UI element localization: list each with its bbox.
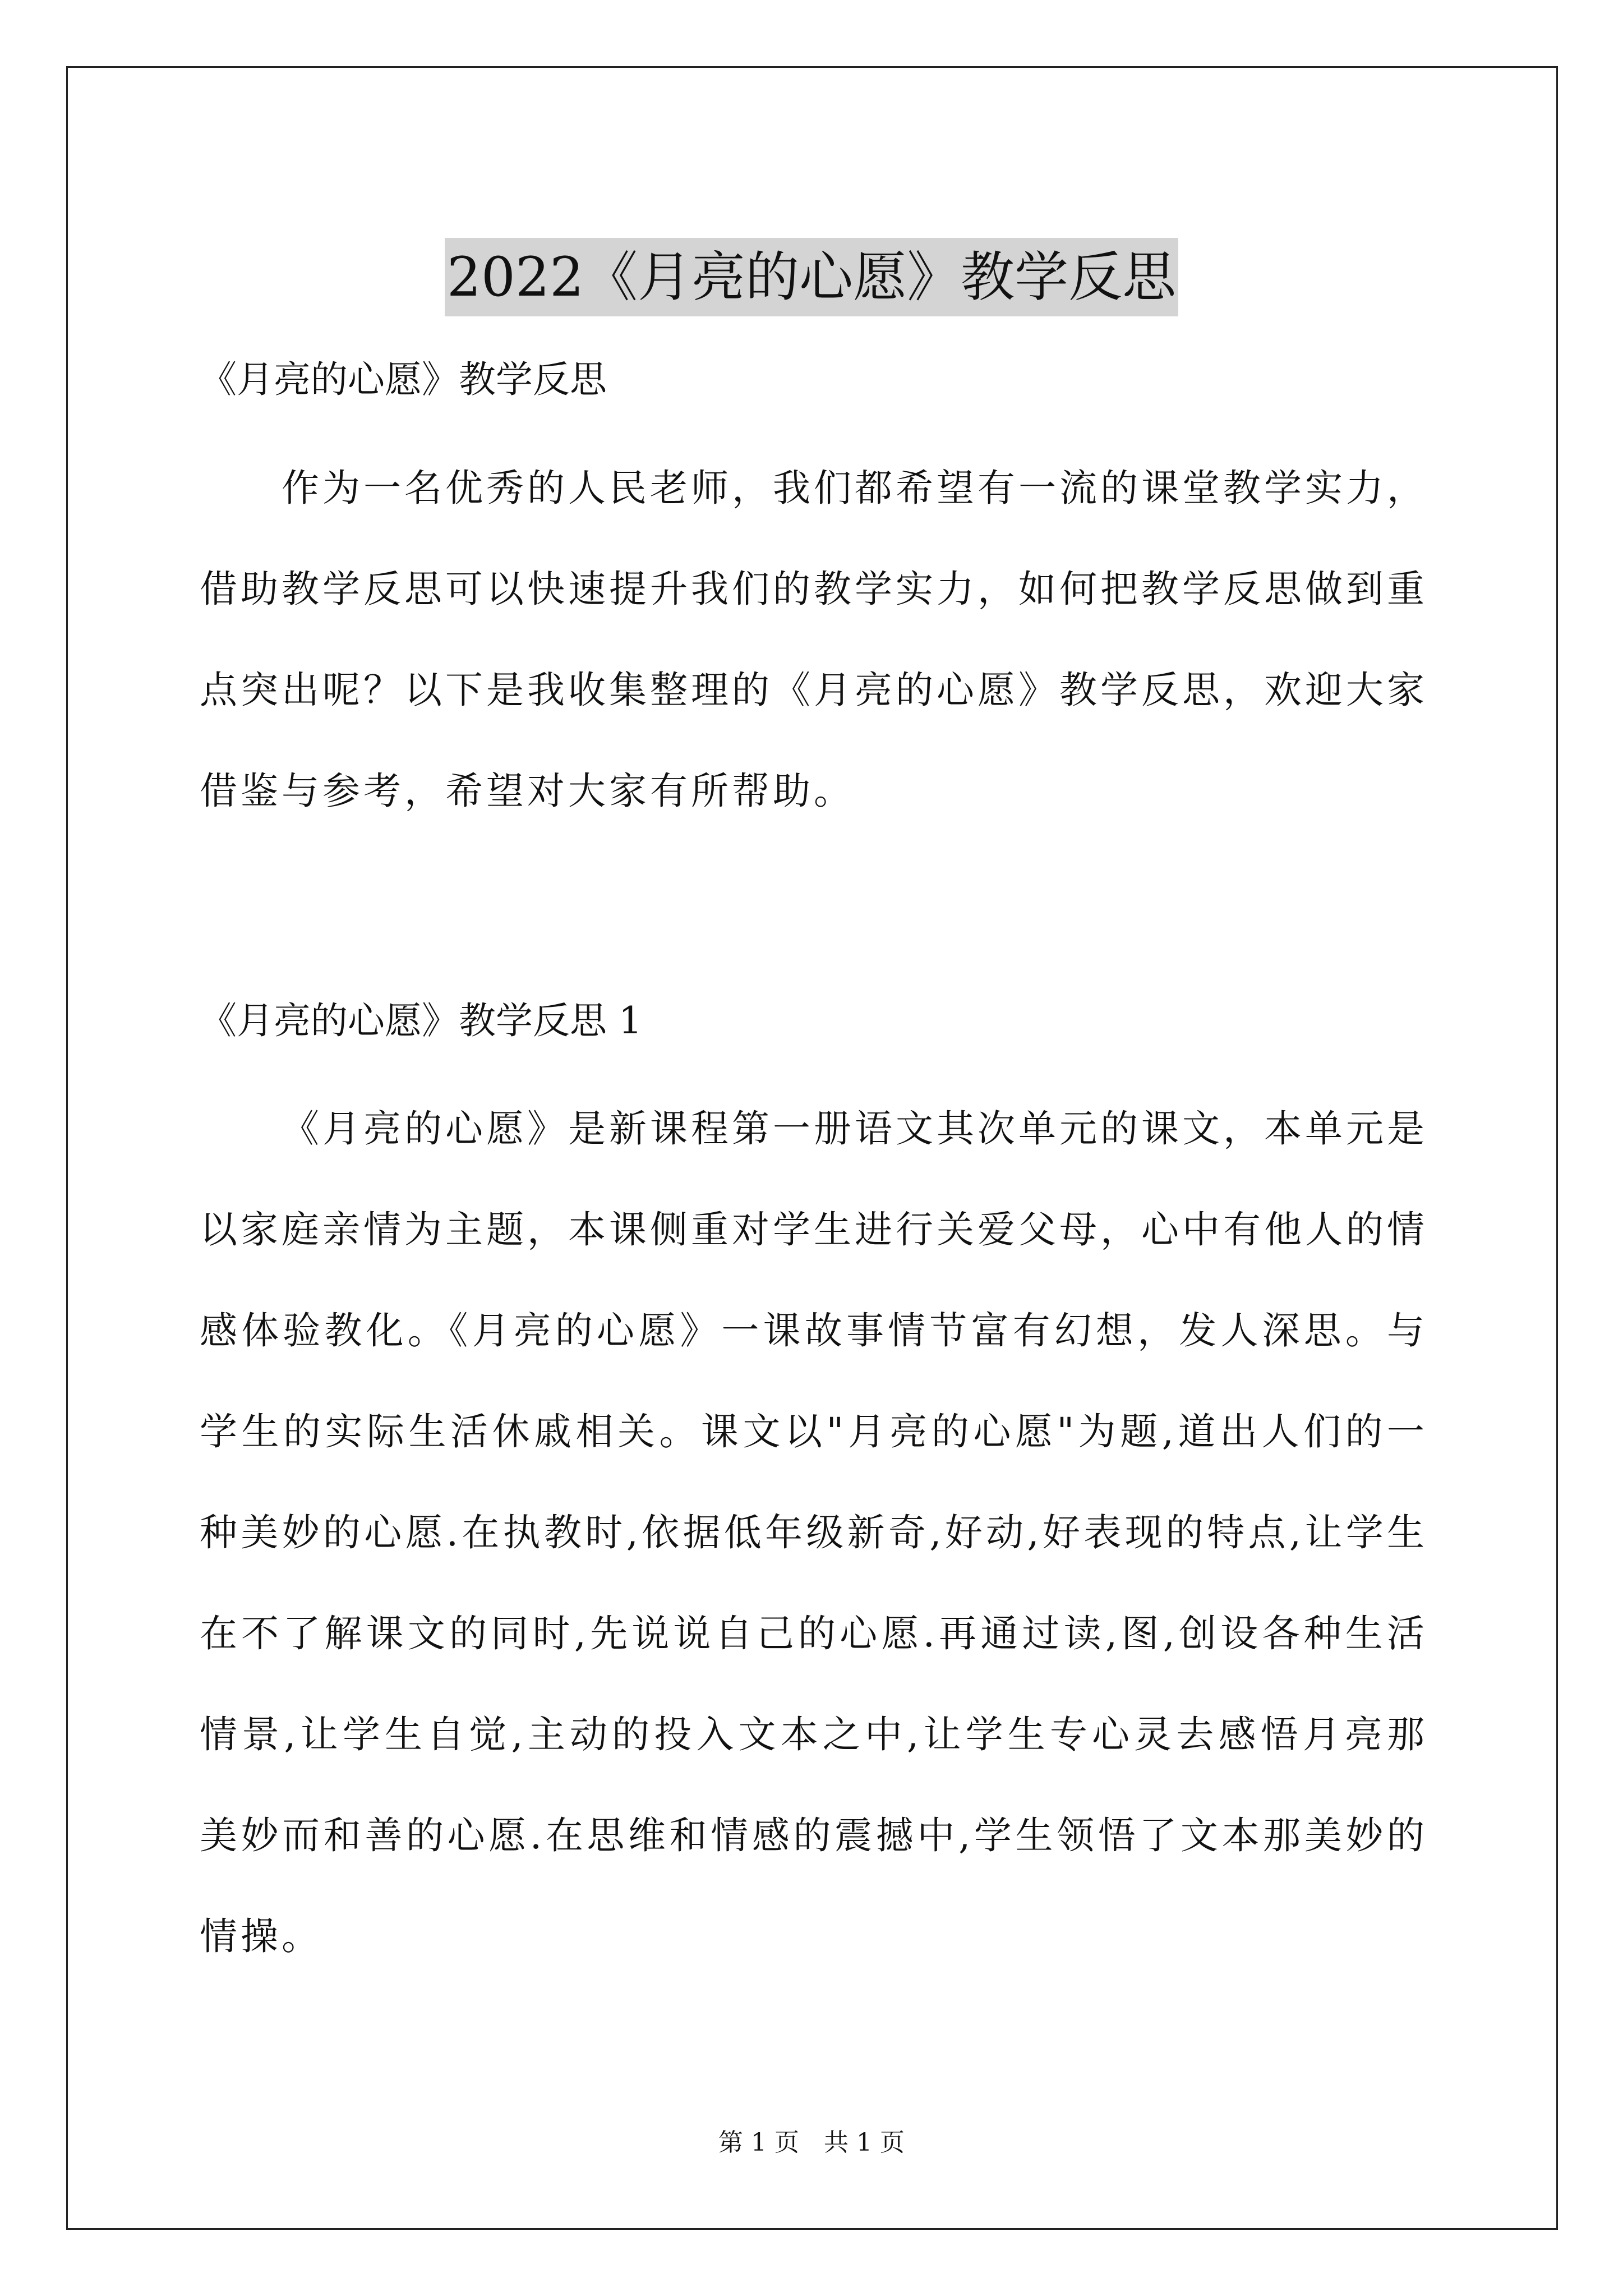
title-container: [0, 202, 1623, 353]
document-title: 2022《月亮的心愿》教学反思: [445, 238, 1178, 316]
subtitle-heading: 《月亮的心愿》教学反思: [200, 358, 607, 401]
intro-paragraph: 作为一名优秀的人民老师，我们都希望有一流的课堂教学实力，借助教学反思可以快速提升我们的教学实力，如何把教学反思做到重点突出呢？以下是我收集整理的《月亮的心愿》教学反思，欢迎大家借鉴与参考，希望对大家有所帮助。: [200, 466, 1428, 813]
section-paragraph-1: 《月亮的心愿》是新课程第一册语文其次单元的课文，本单元是以家庭亲情为主题，本课侧重对学生进行关爱父母，心中有他人的情感体验教化。《月亮的心愿》一课故事情节富有幻想，发人深思。与学生的实际生活休戚相关。课文以"月亮的心愿"为题,道出人们的一种美妙的心愿.在执教时,依据低年级新奇,好动,好表现的特点,让学生在不了解课文的同时,先说说自己的心愿.再通过读,图,创设各种生活情景,让学生自觉,主动的投入文本之中,让学生专心灵去感悟月亮那美妙而和善的心愿.在思维和情感的震撼中,学生领悟了文本那美妙的情操。: [200, 1107, 1428, 1958]
page-footer: 第 1 页 共 1 页: [718, 2128, 905, 2157]
section-heading-1: 《月亮的心愿》教学反思 1: [200, 999, 642, 1042]
